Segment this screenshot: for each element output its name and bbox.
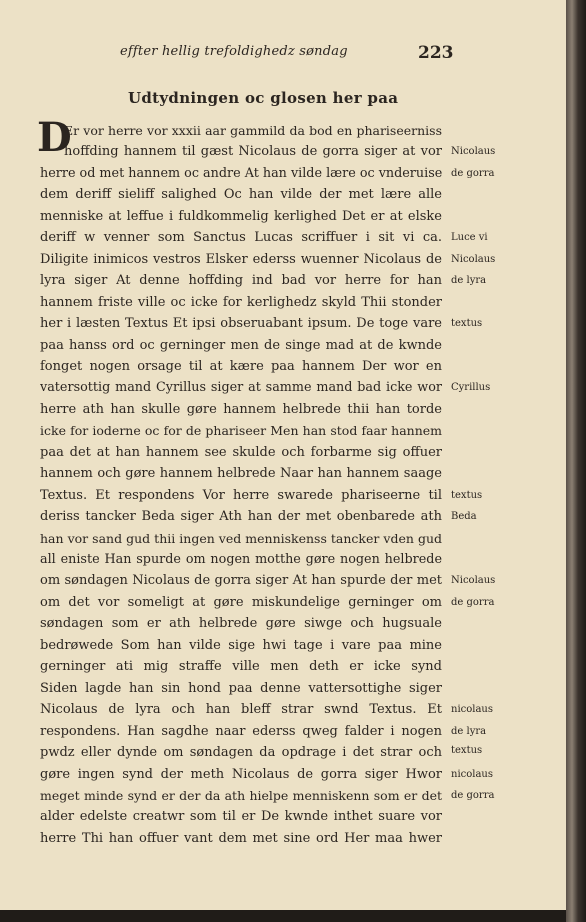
text-line: herre od met hannem oc andre At han vilde lære oc vnderuise <box>40 165 442 181</box>
text-line: herre Thi han offuer vant dem met sine ord Her maa hwer <box>40 830 442 846</box>
text-line: herre ath han skulle gøre hannem helbrede thii han torde <box>40 401 442 417</box>
margin-note: Beda <box>451 511 477 523</box>
margin-note: textus <box>451 318 483 330</box>
margin-note: de gorra <box>451 596 495 608</box>
text-line: dem deriff sieliff salighed Oc han vilde der met lære alle <box>40 187 442 203</box>
text-line: pwdz eller dynde om søndagen da opdrage i det strar och <box>40 745 442 761</box>
text-line: fonget nogen orsage til at kære paa hannem Der wor en <box>40 358 442 374</box>
margin-note: Nicolaus <box>451 146 496 158</box>
text-line: han vor sand gud thii ingen ved menniskenss tancker vden gud <box>40 530 442 546</box>
text-line: hoffding hannem til gæst Nicolaus de gorra siger at vor <box>64 144 442 160</box>
text-line: gøre ingen synd der meth Nicolaus de gorra siger Hwor <box>40 766 442 782</box>
text-line: søndagen som er ath helbrede gøre siwge och hugsuale <box>40 616 442 632</box>
text-line: om søndagen Nicolaus de gorra siger At han spurde der met <box>40 573 442 589</box>
margin-note: nicolaus <box>451 704 493 716</box>
margin-note: Cyrillus <box>451 382 491 394</box>
drop-cap: D <box>37 114 72 161</box>
text-line: deriff w venner som Sanctus Lucas scriffuer i sit vi ca. <box>40 230 442 246</box>
text-line: lyra siger At denne hoffding ind bad vor herre for han <box>40 273 442 289</box>
text-line: Nicolaus de lyra och han bleff strar swnd Textus. Et <box>40 702 442 718</box>
text-line: vatersottig mand Cyrillus siger at samme mand bad icke wor <box>40 380 442 396</box>
margin-note: Luce vi <box>451 232 488 244</box>
text-line: menniske at leffue i fuldkommelig kerlighed Det er at elske <box>40 208 442 224</box>
margin-note: de lyra <box>451 275 487 287</box>
text-line: icke for ioderne oc for de phariseer Men han stod faar hannem <box>40 423 442 439</box>
text-line: hannem friste ville oc icke for kerlighedz skyld Thii stonder <box>40 294 442 310</box>
page-number: 223 <box>418 43 454 63</box>
text-line: Textus. Et respondens Vor herre swarede phariseerne til <box>40 487 442 503</box>
running-head: effter hellig trefoldighedz søndag <box>120 44 348 59</box>
margin-note: textus <box>451 489 483 501</box>
text-line: paa hanss ord oc gerninger men de singe mad at de kwnde <box>40 337 442 353</box>
text-line: her i læsten Textus Et ipsi obseruabant ipsum. De toge vare <box>40 316 442 332</box>
text-line: Siden lagde han sin hond paa denne vattersottighe siger <box>40 680 442 696</box>
margin-note: de lyra <box>451 725 487 737</box>
text-line: meget minde synd er der da ath hielpe menniskenn som er det <box>40 787 442 803</box>
margin-note: textus <box>451 744 483 756</box>
margin-note: Nicolaus <box>451 575 496 587</box>
margin-note: nicolaus <box>451 768 493 780</box>
text-line: bedrøwede Som han vilde sige hwi tage i vare paa mine <box>40 637 442 653</box>
text-line: respondens. Han sagdhe naar ederss qweg falder i nogen <box>40 723 442 739</box>
margin-note: de gorra <box>451 167 495 179</box>
text-line: gerninger ati mig straffe ville men deth er icke synd <box>40 659 442 675</box>
page-bottom-edge <box>0 910 566 922</box>
text-line: hannem och gøre hannem helbrede Naar han hannem saage <box>40 466 442 482</box>
text-line: deriss tancker Beda siger Ath han der met obenbarede ath <box>40 509 442 525</box>
text-line: alder edelste creatwr som til er De kwnde inthet suare vor <box>40 809 442 825</box>
section-heading: Udtydningen oc glosen her paa <box>128 89 399 107</box>
text-line: Diligite inimicos vestros Elsker ederss wuenner Nicolaus de <box>40 251 442 267</box>
text-line: om det vor someligt at gøre miskundelige gerninger om <box>40 594 442 610</box>
text-line: all eniste Han spurde om nogen motthe gøre nogen helbrede <box>40 552 442 567</box>
text-line: paa det at han hannem see skulde och forbarme sig offuer <box>40 444 442 460</box>
book-spine <box>566 0 586 922</box>
margin-note: de gorra <box>451 789 495 801</box>
margin-note: Nicolaus <box>451 253 496 265</box>
text-line: Er vor herre vor xxxii aar gammild da bod en phariseerniss <box>64 123 442 138</box>
